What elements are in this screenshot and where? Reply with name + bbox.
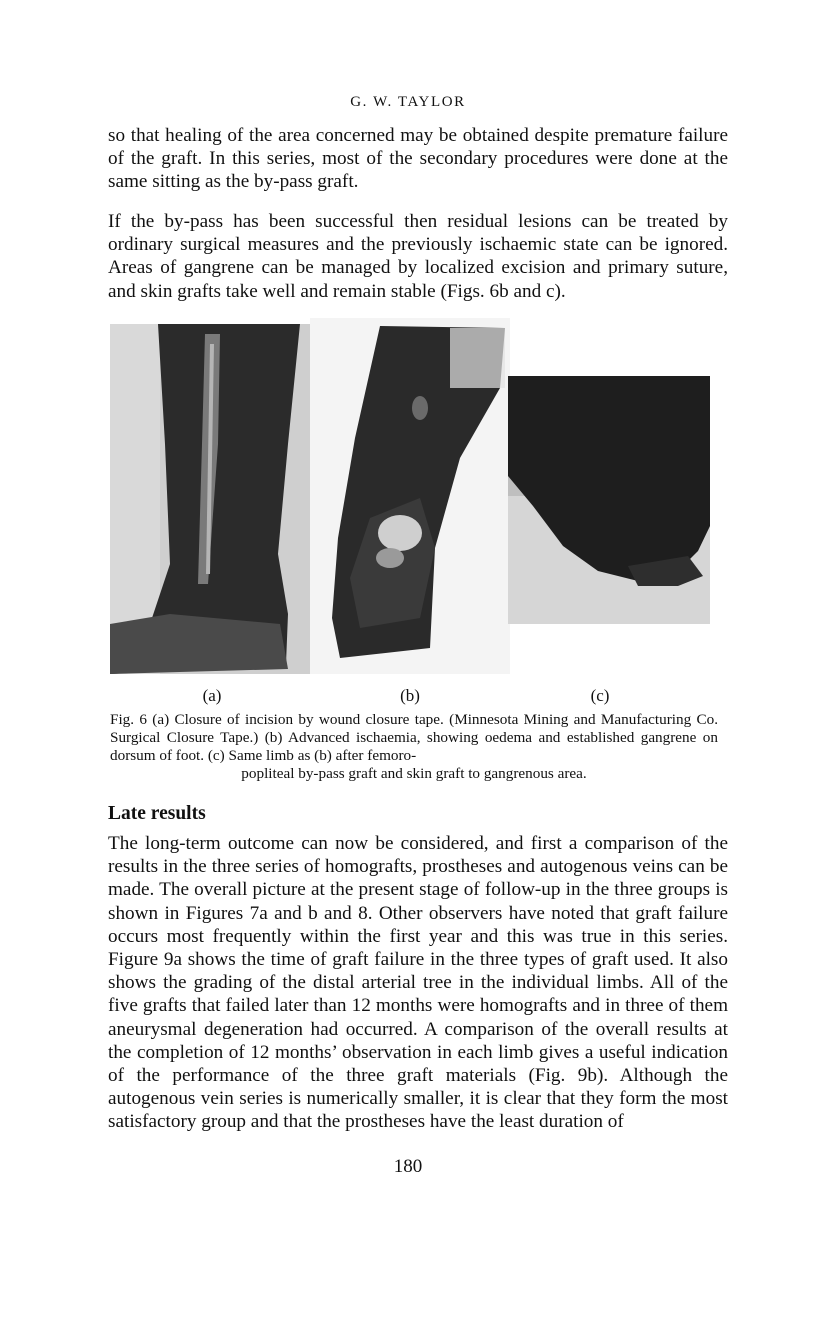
section-heading: Late results [108, 803, 206, 824]
photo-panel-c [508, 376, 710, 624]
photo-panel-b [310, 318, 510, 674]
paragraph-residual-lesions: If the by-pass has been successful then residual lesions can be treated by ordinary surgical measures and the previously ischaemic state can be ignored. Areas of gangrene can be managed by localized excision and primary suture, and skin grafts take well and remain stable (Figs. 6b and c). [108, 211, 728, 302]
photo-panel-a [110, 324, 310, 674]
running-head: G. W. TAYLOR [350, 94, 466, 110]
figure-caption [110, 711, 718, 783]
figure-label-a: (a) [202, 686, 222, 705]
figure-caption-last: popliteal by-pass graft and skin graft to gangrenous area. [241, 765, 587, 782]
paragraph-late-results: The long-term outcome can now be considered, and first a comparison of the results in the three series of homografts, prostheses and autogenous veins can be made. The overall picture at the present stage of follow-up in the three groups is shown in Figures 7a and b and 8. Other observers have noted that graft failure occurs most frequently within the first year and this was true in this series. Figure 9a shows the time of graft failure in the three types of graft used. It also shows the grading of the distal arterial tree in the individual limbs. All of the five grafts that failed later than 12 months were homografts and in three of them aneurysmal degeneration had occurred. A comparison of the overall results at the completion of 12 months’ observation in each limb gives a useful indication of the performance of the three graft materials (Fig. 9b). Although the autogenous vein series is numerically smaller, it is clear that they form the most satisfactory group and that the prostheses have the least duration of [108, 833, 728, 1133]
paragraph-secondary-procedures: so that healing of the area concerned may be obtained despite premature failure of the graft. In this series, most of the secondary procedures were done at the same sitting as the by-pass graft. [108, 125, 728, 193]
figure-label-b: (b) [400, 686, 420, 705]
figure-label-c: (c) [590, 686, 610, 705]
figure-caption-main: Fig. 6 (a) Closure of incision by wound closure tape. (Minnesota Mining and Manufacturing Co. Surgical Closure Tape.) (b) Advanced ischaemia, showing oedema and established gangrene on dorsum of foot. (c) Same limb as (b) after femoro- [110, 711, 718, 764]
page-number: 180 [393, 1156, 423, 1177]
figure-6 [110, 318, 716, 678]
